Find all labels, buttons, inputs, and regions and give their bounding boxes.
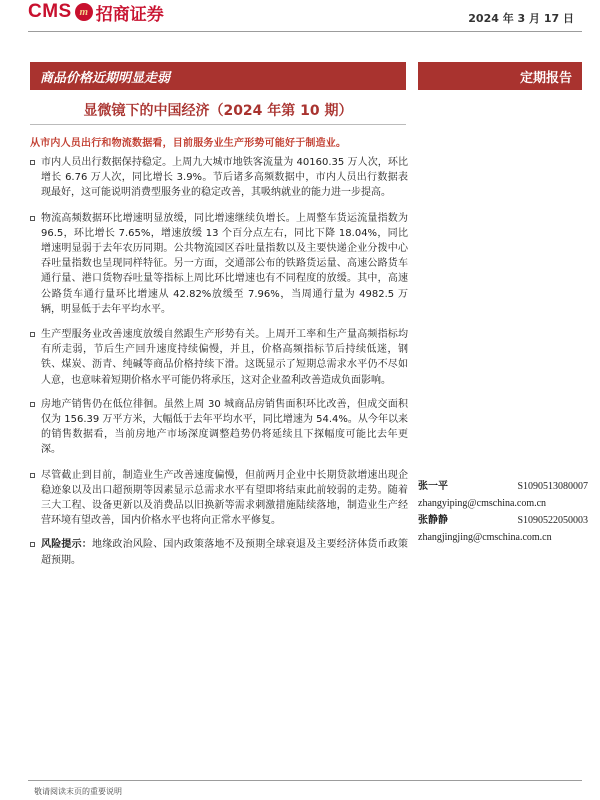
risk-label: 风险提示： [41,539,92,551]
analyst-name: 张一平 [418,481,448,492]
footer-divider [28,780,582,781]
analyst-cert: S1090513080007 [517,481,588,492]
report-date: 2024 年 3 月 17 日 [468,12,574,25]
key-point: 市内人员出行数据保持稳定。上周九大城市地铁客流量为 40160.35 万人次，环比增长 6.76 万人次，同比增长 3.9%。节后诸多高频数据中，市内人员出行数据表现最好，这可能说明消费型服务业的稳定改善，其吸纳就业的能力进一步提高。 [30,155,408,201]
footer-note: 敬请阅读末页的重要说明 [34,787,122,796]
analyst-row [418,512,588,529]
key-points-list [30,155,408,568]
analyst-name: 张静静 [418,515,448,526]
analyst-cert: S1090522050003 [517,515,588,526]
risk-text: 地缘政治风险、国内政策落地不及预期全球衰退及主要经济体货币政策超预期。 [41,539,408,566]
risk-warning [30,537,408,567]
analyst-row [418,478,588,495]
report-type-banner: 定期报告 [418,62,582,90]
analyst-email[interactable]: zhangyiping@cmschina.com.cn [418,498,547,509]
logo-latin: CMS [28,1,72,22]
key-point: 房地产销售仍在低位徘徊。虽然上周 30 城商品房销售面积环比改善，但成交面积仅为 156.39 万平方米，大幅低于去年平均水平，同比增速为 54.4%。从今年以来的销售数据看，当前房地产市场深度调整趋势仍将延续且下探幅度可能比去年更深。 [30,397,408,458]
header-divider [28,31,582,32]
key-point: 生产型服务业改善速度放缓自然跟生产形势有关。上周开工率和生产量高频指标均有所走弱，节后生产回升速度持续偏慢，并且，价格高频指标节后持续低迷，钢铁、煤炭、沥青、纯碱等商品价格持续下滑。这既显示了短期总需求水平仍不尽如人意，也意味着短期价格水平可能仍将承压，这对企业盈利改善造成负面影响。 [30,327,408,388]
analyst-panel [418,478,588,546]
key-point: 尽管截止到目前，制造业生产改善速度偏慢，但前两月企业中长期贷款增速出现企稳迹象以及出口超预期等因素显示总需求水平有望即将结束此前较弱的走势。随着三大工程、设备更新以及消费品以旧换新等需求刺激措施陆续落地，制造业生产经营环境有望改善，国内价格水平也将向正常水平修复。 [30,468,408,529]
title-divider [30,124,406,125]
logo-mark-icon: m [75,3,93,21]
key-point: 物流高频数据环比增速明显放缓，同比增速继续负增长。上周整车货运流量指数为 96.5，环比增长 7.65%，增速放缓 13 个百分点左右，同比下降 18.04%，同比增速明显弱于去年农历同期。公共物流园区吞吐量指数以及主要快递企业分拨中心吞吐量指数也呈现同样特征。另一方面，交通部公布的铁路货运量、高速公路货车通行量、港口货物吞吐量等指标上周比环比增速也有不同程度的放缓。其中，高速公路货车通行量环比增速从 42.82%放缓至 7.96%，当周通行量为 4982.5 万辆，明显低于去年平均水平。 [30,211,408,317]
lead-summary: 从市内人员出行和物流数据看，目前服务业生产形势可能好于制造业。 [30,138,347,149]
section-banner: 商品价格近期明显走弱 [30,62,406,90]
analyst-email[interactable]: zhangjingjing@cmschina.com.cn [418,532,552,543]
logo-chinese: 招商证券 [95,4,164,25]
report-title: 显微镜下的中国经济（2024 年第 10 期） [83,103,353,119]
brand-logo [28,0,164,24]
